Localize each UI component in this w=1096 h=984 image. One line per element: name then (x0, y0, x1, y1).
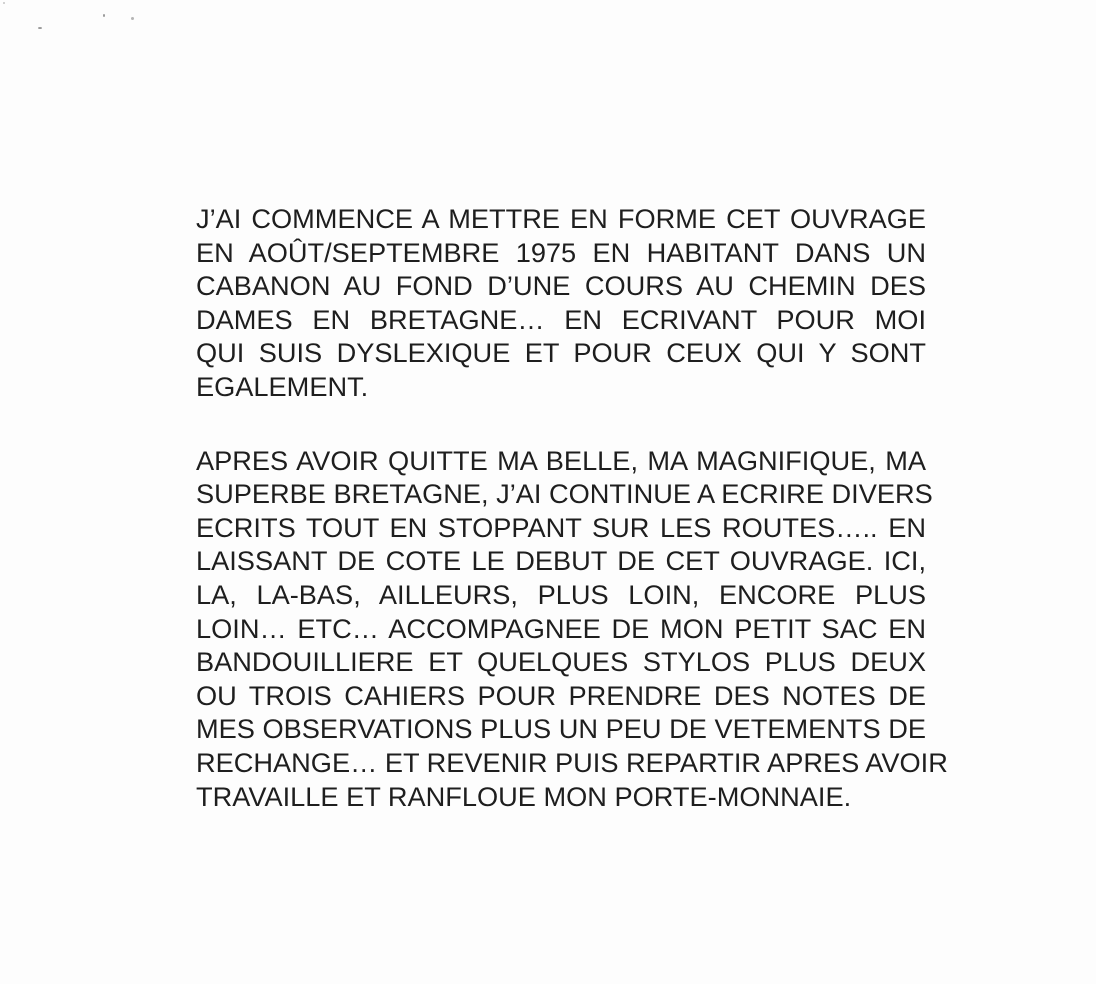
text-line: LA, LA-BAS, AILLEURS, PLUS LOIN, ENCORE PLUS (196, 578, 926, 610)
text-line: CABANON AU FOND D’UNE COURS AU CHEMIN DES (196, 270, 926, 302)
text-line: BANDOUILLIERE ET QUELQUES STYLOS PLUS DEUX (196, 646, 926, 678)
scan-speck (38, 27, 42, 29)
text-line: APRES AVOIR QUITTE MA BELLE, MA MAGNIFIQUE, MA (196, 444, 926, 476)
text-line: RECHANGE… ET REVENIR PUIS REPARTIR APRES AVOIR (196, 746, 948, 778)
text-line: MES OBSERVATIONS PLUS UN PEU DE VETEMENTS DE (196, 713, 926, 745)
document-body (196, 202, 948, 813)
scan-speck (103, 14, 105, 17)
text-line: QUI SUIS DYSLEXIQUE ET POUR CEUX QUI Y SONT (196, 337, 926, 369)
text-line: ECRITS TOUT EN STOPPANT SUR LES ROUTES….. EN (196, 511, 926, 543)
text-line: EN AOÛT/SEPTEMBRE 1975 EN HABITANT DANS UN (196, 236, 926, 268)
text-line: LAISSANT DE COTE LE DEBUT DE CET OUVRAGE. ICI, (196, 545, 926, 577)
scan-speck (131, 17, 134, 20)
text-line: TRAVAILLE ET RANFLOUE MON PORTE-MONNAIE. (196, 780, 852, 812)
text-line: DAMES EN BRETAGNE… EN ECRIVANT POUR MOI (196, 303, 926, 335)
paragraph-travels (196, 444, 948, 814)
scan-speck (3, 2, 5, 4)
paragraph-intro (196, 202, 926, 404)
text-line: SUPERBE BRETAGNE, J’AI CONTINUE A ECRIRE DIVERS (196, 478, 933, 510)
text-line: EGALEMENT. (196, 370, 369, 402)
text-line: J’AI COMMENCE A METTRE EN FORME CET OUVRAGE (196, 203, 926, 234)
text-line: OU TROIS CAHIERS POUR PRENDRE DES NOTES DE (196, 679, 926, 711)
text-line: LOIN… ETC… ACCOMPAGNEE DE MON PETIT SAC EN (196, 612, 926, 644)
